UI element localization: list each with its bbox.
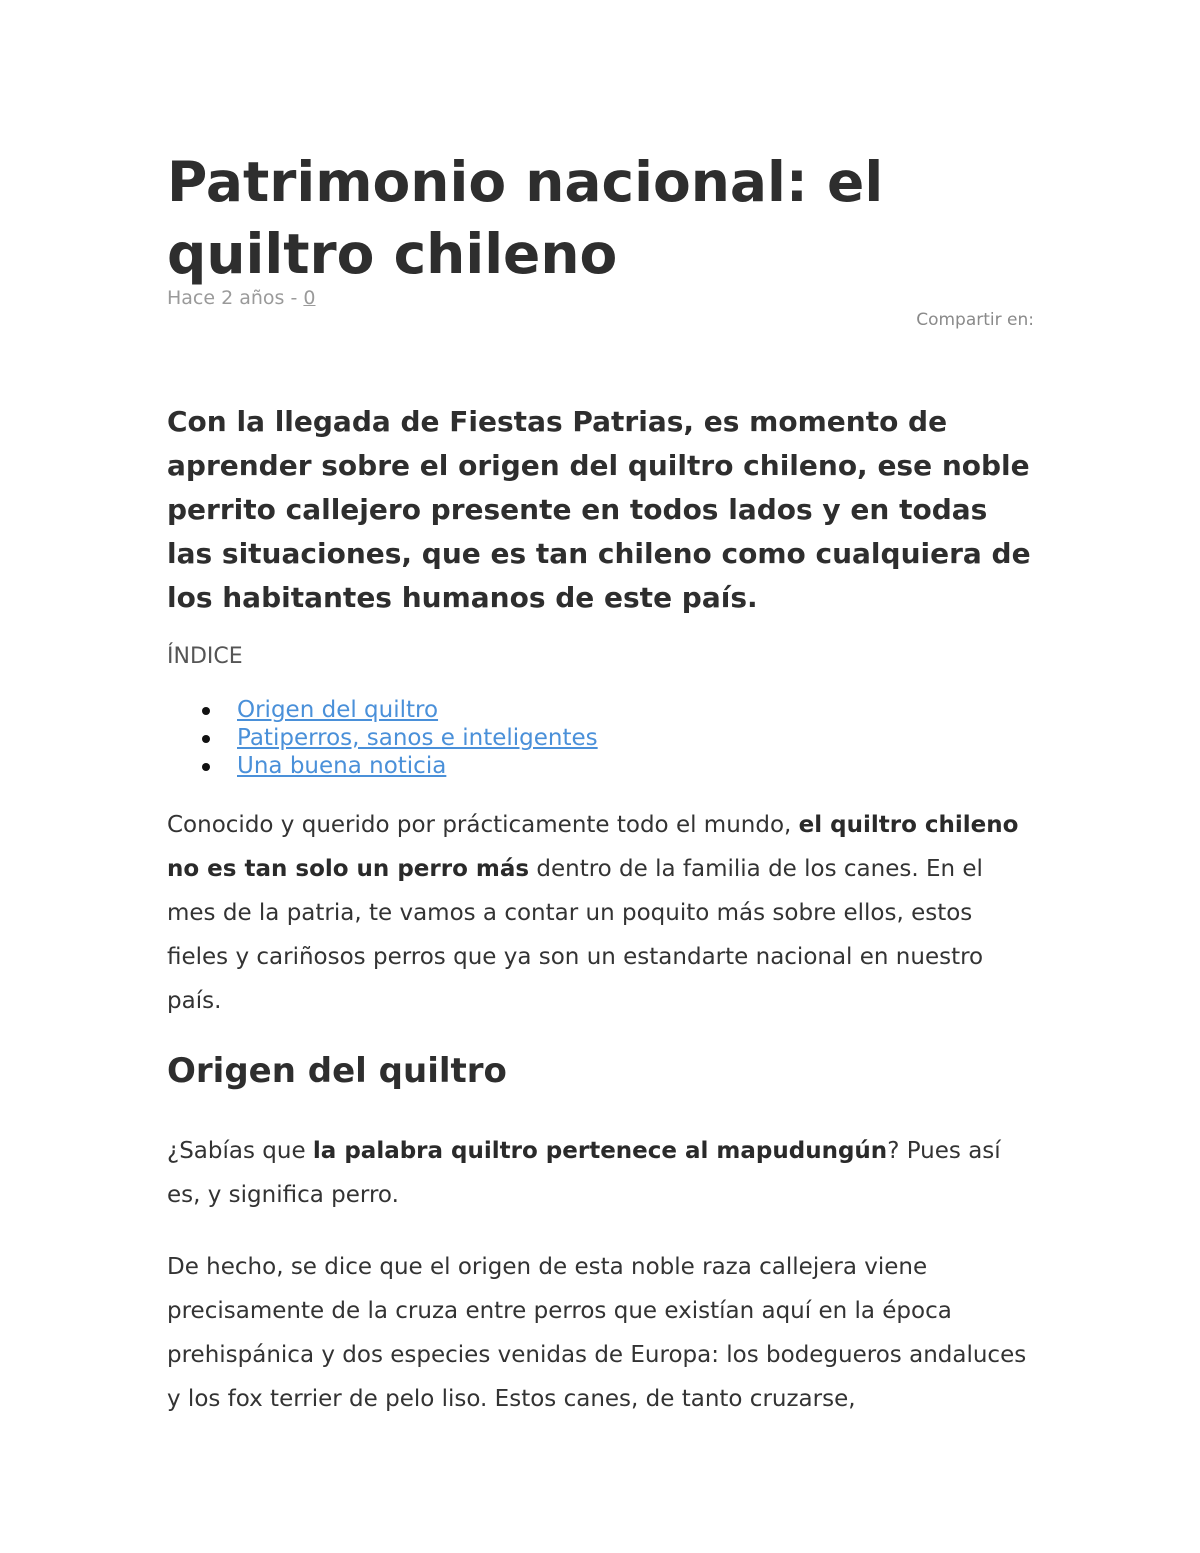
toc-link-origen[interactable]: Origen del quiltro [237,697,439,723]
bullet-icon [202,707,210,715]
paragraph-text: ¿Sabías que [167,1138,313,1164]
bullet-icon [202,735,210,743]
article-lead: Con la llegada de Fiestas Patrias, es momento de aprender sobre el origen del quiltro chileno, ese noble perrito callejero presente en todos lados y en todas las situaciones, que es tan chileno como cualquiera de los habitantes humanos de este país. [167,405,1031,614]
comments-count-link[interactable]: 0 [303,287,316,309]
section-heading-origen: Origen del quiltro [167,1051,507,1091]
body-paragraph [167,803,1037,1023]
toc-item [167,752,598,780]
body-paragraph: De hecho, se dice que el origen de esta noble raza callejera viene precisamente de la cruza entre perros que existían aquí en la época prehispánica y dos especies venidas de Europa: los bodegueros andaluces y los fox terrier de pelo liso. Estos canes, de tanto cruzarse, [167,1254,1027,1412]
paragraph-text: dentro de la familia de los canes. En el mes de la patria, te vamos a contar un poquito más sobre ellos, estos fieles y cariñosos perros que ya son un estandarte nacional en nuestro país. [167,856,984,1014]
bullet-icon [202,763,210,771]
table-of-contents [167,696,598,780]
paragraph-emphasis: la palabra quiltro pertenece al mapudungún [312,1138,888,1164]
paragraph-text: Conocido y querido por prácticamente todo el mundo, [167,812,799,838]
body-paragraph [167,1129,1037,1217]
toc-link-patiperros[interactable]: Patiperros, sanos e inteligentes [237,725,598,751]
toc-item [167,696,598,724]
publish-time: Hace 2 años - [167,287,304,309]
share-label: Compartir en: [916,310,1034,330]
paragraph-emphasis: el quiltro chileno no es tan solo un perro más [167,812,1019,882]
article-title: Patrimonio nacional: el quiltro chileno [167,150,884,286]
paragraph-text: ? Pues así es, y significa perro. [167,1138,1001,1208]
toc-link-buena-noticia[interactable]: Una buena noticia [237,753,447,779]
article-meta [167,286,315,310]
toc-item [167,724,598,752]
toc-label: ÍNDICE [167,644,243,669]
